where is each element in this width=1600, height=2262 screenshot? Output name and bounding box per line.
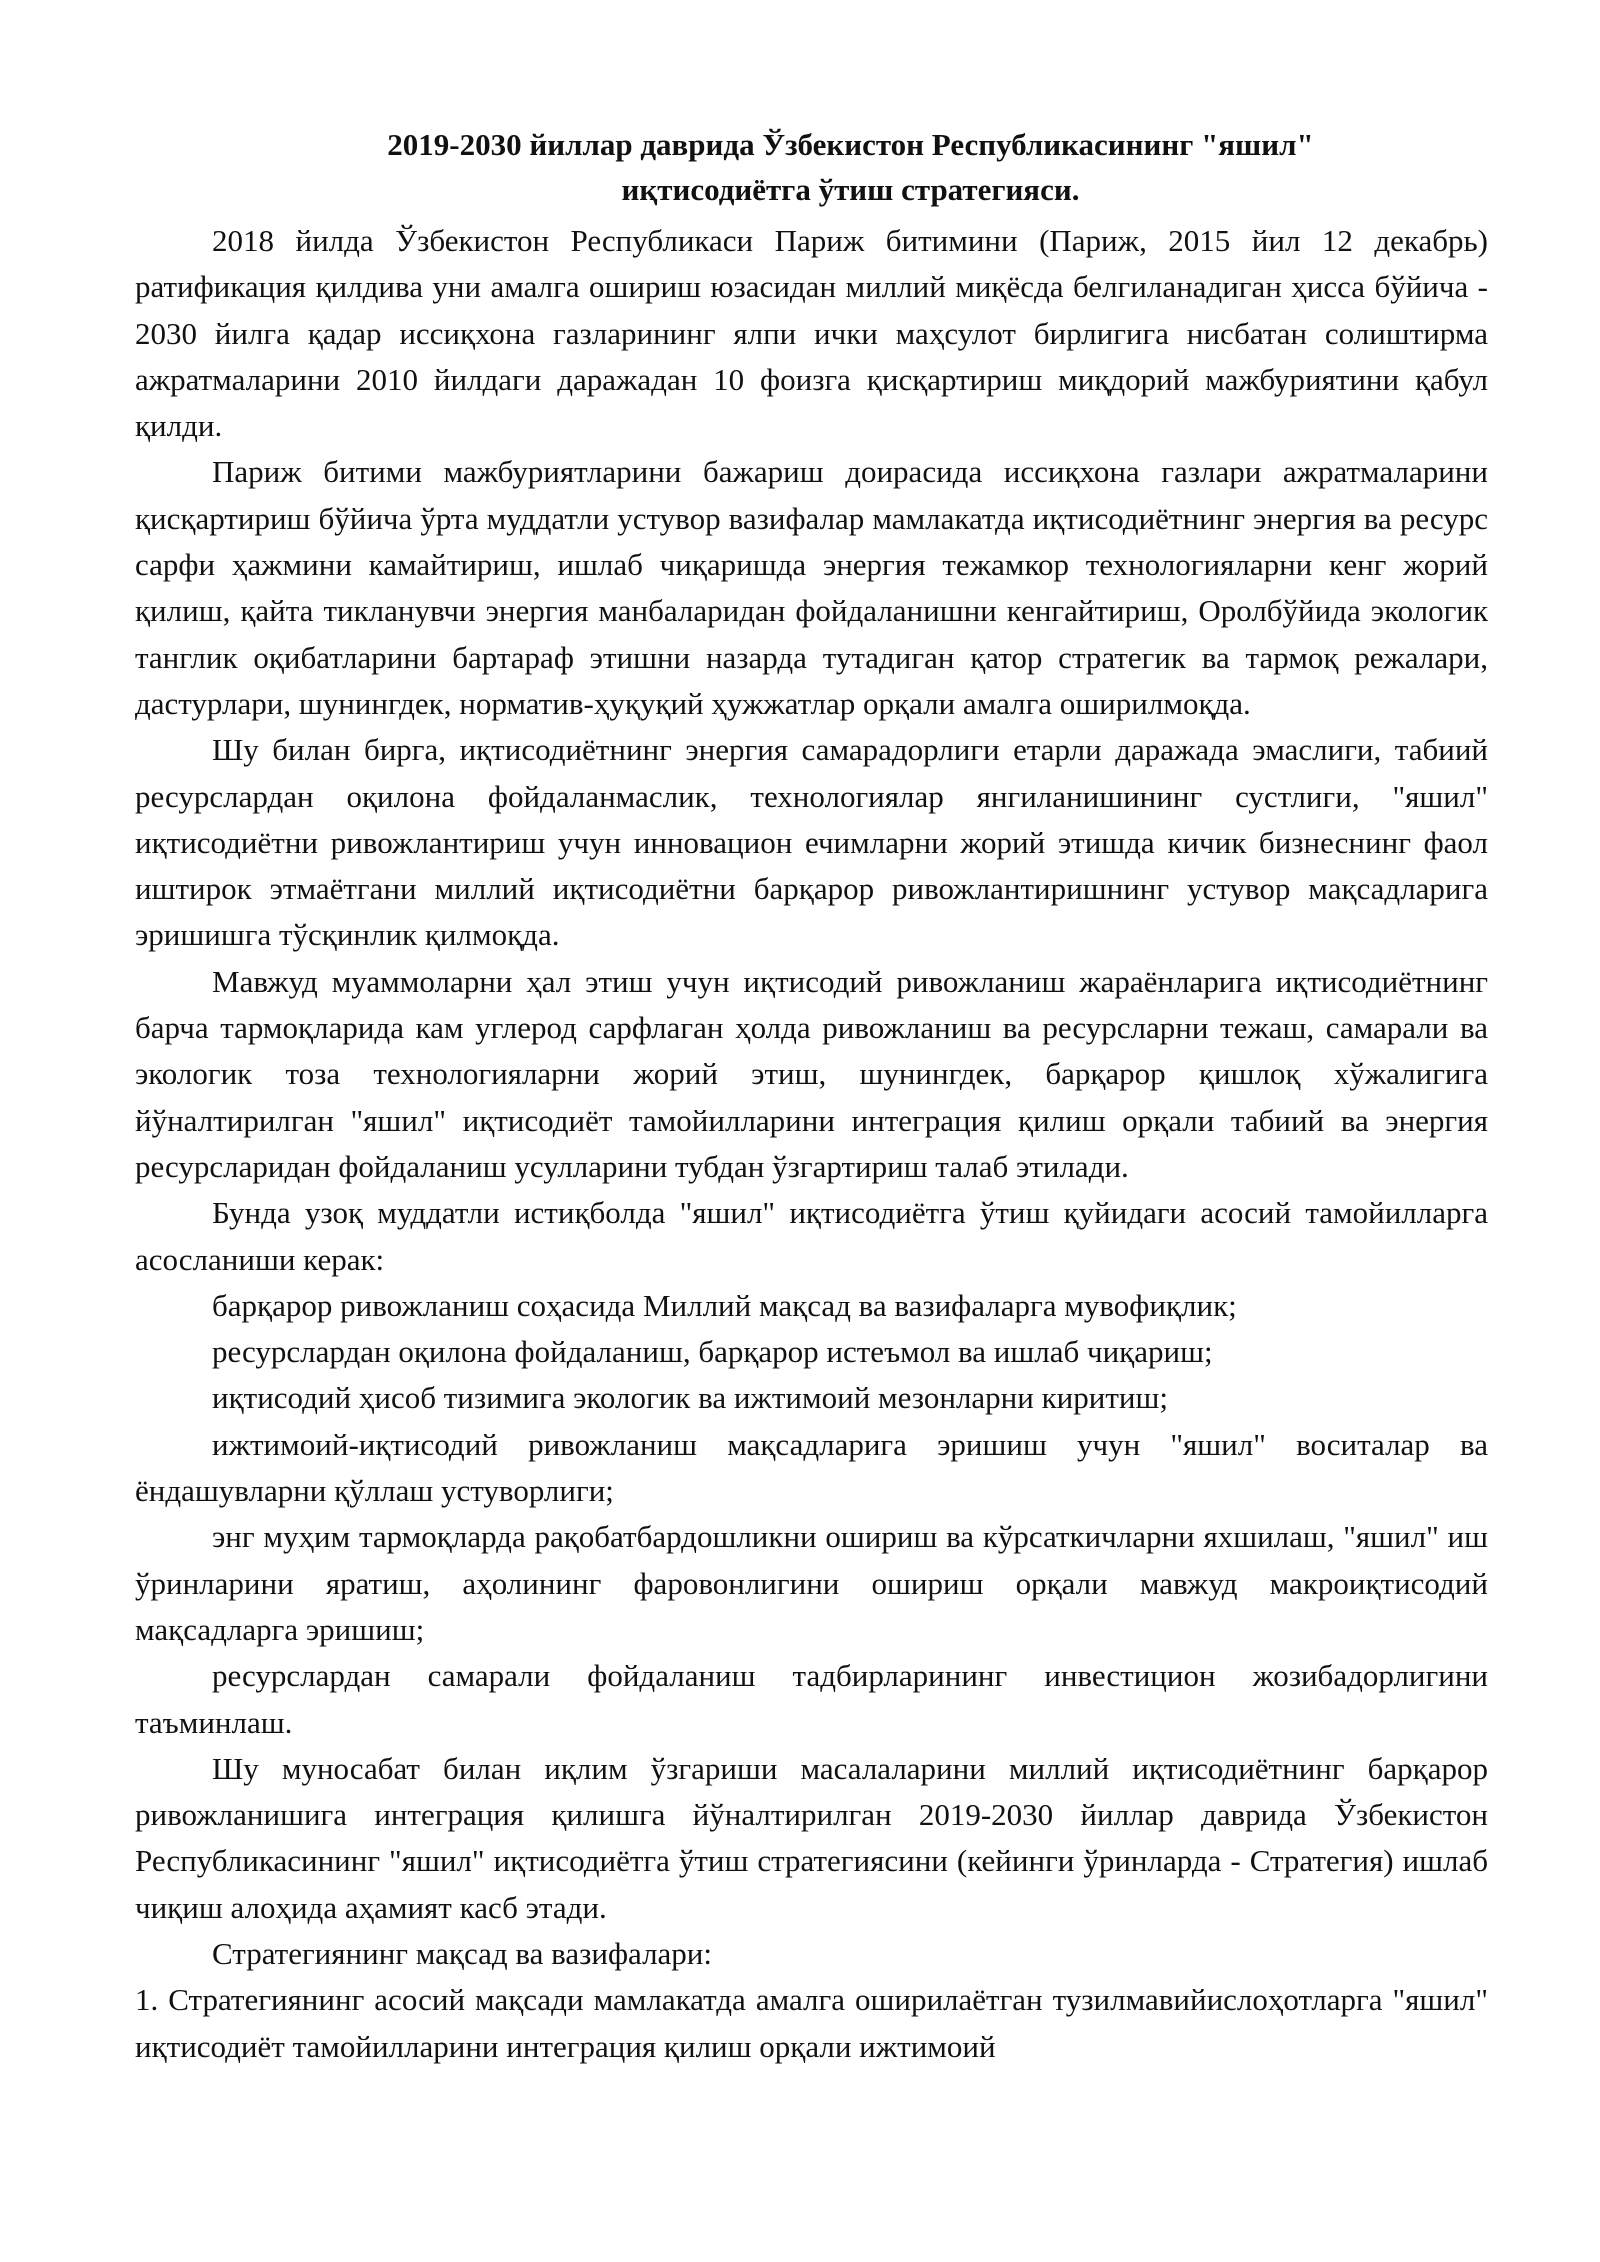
paragraph-required-changes: Мавжуд муаммоларни ҳал этиш учун иқтисодий ривожланиш жараёнларига иқтисодиётнинг барча тармоқларида кам углерод сарфлаган ҳолда ривожланиш ва ресурсларни тежаш, самарали ва экологик тоза технологияларни жорий этиш, шунингдек, барқарор қишлоқ хўжалигига йўналтирилган "яшил" иқтисодиёт тамойилларини интеграция қилиш орқали табиий ва энергия ресурсларидан фойдаланиш усулларини тубдан ўзгартириш талаб этилади. bbox=[135, 963, 1488, 1184]
principle-item: ресурслардан самарали фойдаланиш тадбирларининг инвестицион жозибадорлигини таъминлаш. bbox=[135, 1658, 1488, 1740]
document-title bbox=[135, 122, 1488, 212]
principle-item: ресурслардан оқилона фойдаланиш, барқарор истеъмол ва ишлаб чиқариш; bbox=[212, 1334, 1213, 1370]
title-line-1: 2019-2030 йиллар даврида Ўзбекистон Республикасининг "яшил" bbox=[387, 127, 1314, 162]
section-heading-goals: Стратегиянинг мақсад ва вазифалари: bbox=[212, 1935, 713, 1971]
principle-item: барқарор ривожланиш соҳасида Миллий мақсад ва вазифаларга мувофиқлик; bbox=[212, 1287, 1237, 1323]
paragraph-strategy-importance: Шу муносабат билан иқлим ўзгариши масалаларини миллий иқтисодиётнинг барқарор ривожланишига интеграция қилишга йўналтирилган 2019-2030 йиллар даврида Ўзбекистон Республикасининг "яшил" иқтисодиётга ўтиш стратегиясини (кейинги ўринларда - Стратегия) ишлаб чиқиш алоҳида аҳамият касб этади. bbox=[135, 1750, 1488, 1925]
numbered-item-1: 1. Стратегиянинг асосий мақсади мамлакатда амалга оширилаётган тузилмавийислоҳотларга "яшил" иқтисодиёт тамойилларини интеграция қилиш орқали ижтимоий bbox=[135, 1982, 1488, 2064]
principle-item: энг муҳим тармоқларда рақобатбардошликни ошириш ва кўрсаткичларни яхшилаш, "яшил" иш ўринларини яратиш, аҳолининг фаровонлигини ошириш орқали мавжуд макроиқтисодий мақсадларга эришиш; bbox=[135, 1519, 1488, 1647]
paragraph-paris-agreement: 2018 йилда Ўзбекистон Республикаси Париж битимини (Париж, 2015 йил 12 декабрь) ратификация қилдива уни амалга ошириш юзасидан миллий миқёсда белгиланадиган ҳисса бўйича - 2030 йилга қадар иссиқхона газларининг ялпи ички маҳсулот бирлигига нисбатан солиштирма ажратмаларини 2010 йилдаги даражадан 10 фоизга қисқартириш миқдорий мажбуриятини қабул қилди. bbox=[135, 223, 1488, 444]
paragraph-obstacles: Шу билан бирга, иқтисодиётнинг энергия самарадорлиги етарли даражада эмаслиги, табиий ресурслардан оқилона фойдаланмаслик, технологиялар янгиланишининг сустлиги, "яшил" иқтисодиётни ривожлантириш учун инновацион ечимларни жорий этишда кичик бизнеснинг фаол иштирок этмаётгани миллий иқтисодиётни барқарор ривожлантиришнинг устувор мақсадларига эришишга тўсқинлик қилмоқда. bbox=[135, 732, 1488, 953]
principle-item: иқтисодий ҳисоб тизимига экологик ва ижтимоий мезонларни киритиш; bbox=[212, 1380, 1168, 1416]
paragraph-priority-tasks: Париж битими мажбуриятларини бажариш доирасида иссиқхона газлари ажратмаларини қисқартириш бўйича ўрта муддатли устувор вазифалар мамлакатда иқтисодиётнинг энергия ва ресурс сарфи ҳажмини камайтириш, ишлаб чиқаришда энергия тежамкор технологияларни кенг жорий қилиш, қайта тикланувчи энергия манбаларидан фойдаланишни кенгайтириш, Оролбўйида экологик танглик оқибатларини бартараф этишни назарда тутадиган қатор стратегик ва тармоқ режалари, дастурлари, шунингдек, норматив-ҳуқуқий ҳужжатлар орқали амалга оширилмоқда. bbox=[135, 454, 1488, 721]
document-body bbox=[135, 218, 1488, 2070]
paragraph-principles-intro: Бунда узоқ муддатли истиқболда "яшил" иқтисодиётга ўтиш қуйидаги асосий тамойилларга асосланиши керак: bbox=[135, 1195, 1488, 1277]
title-line-2: иқтисодиётга ўтиш стратегияси. bbox=[621, 172, 1080, 207]
principle-item: ижтимоий-иқтисодий ривожланиш мақсадларига эришиш учун "яшил" воситалар ва ёндашувларни қўллаш устуворлиги; bbox=[135, 1426, 1488, 1509]
